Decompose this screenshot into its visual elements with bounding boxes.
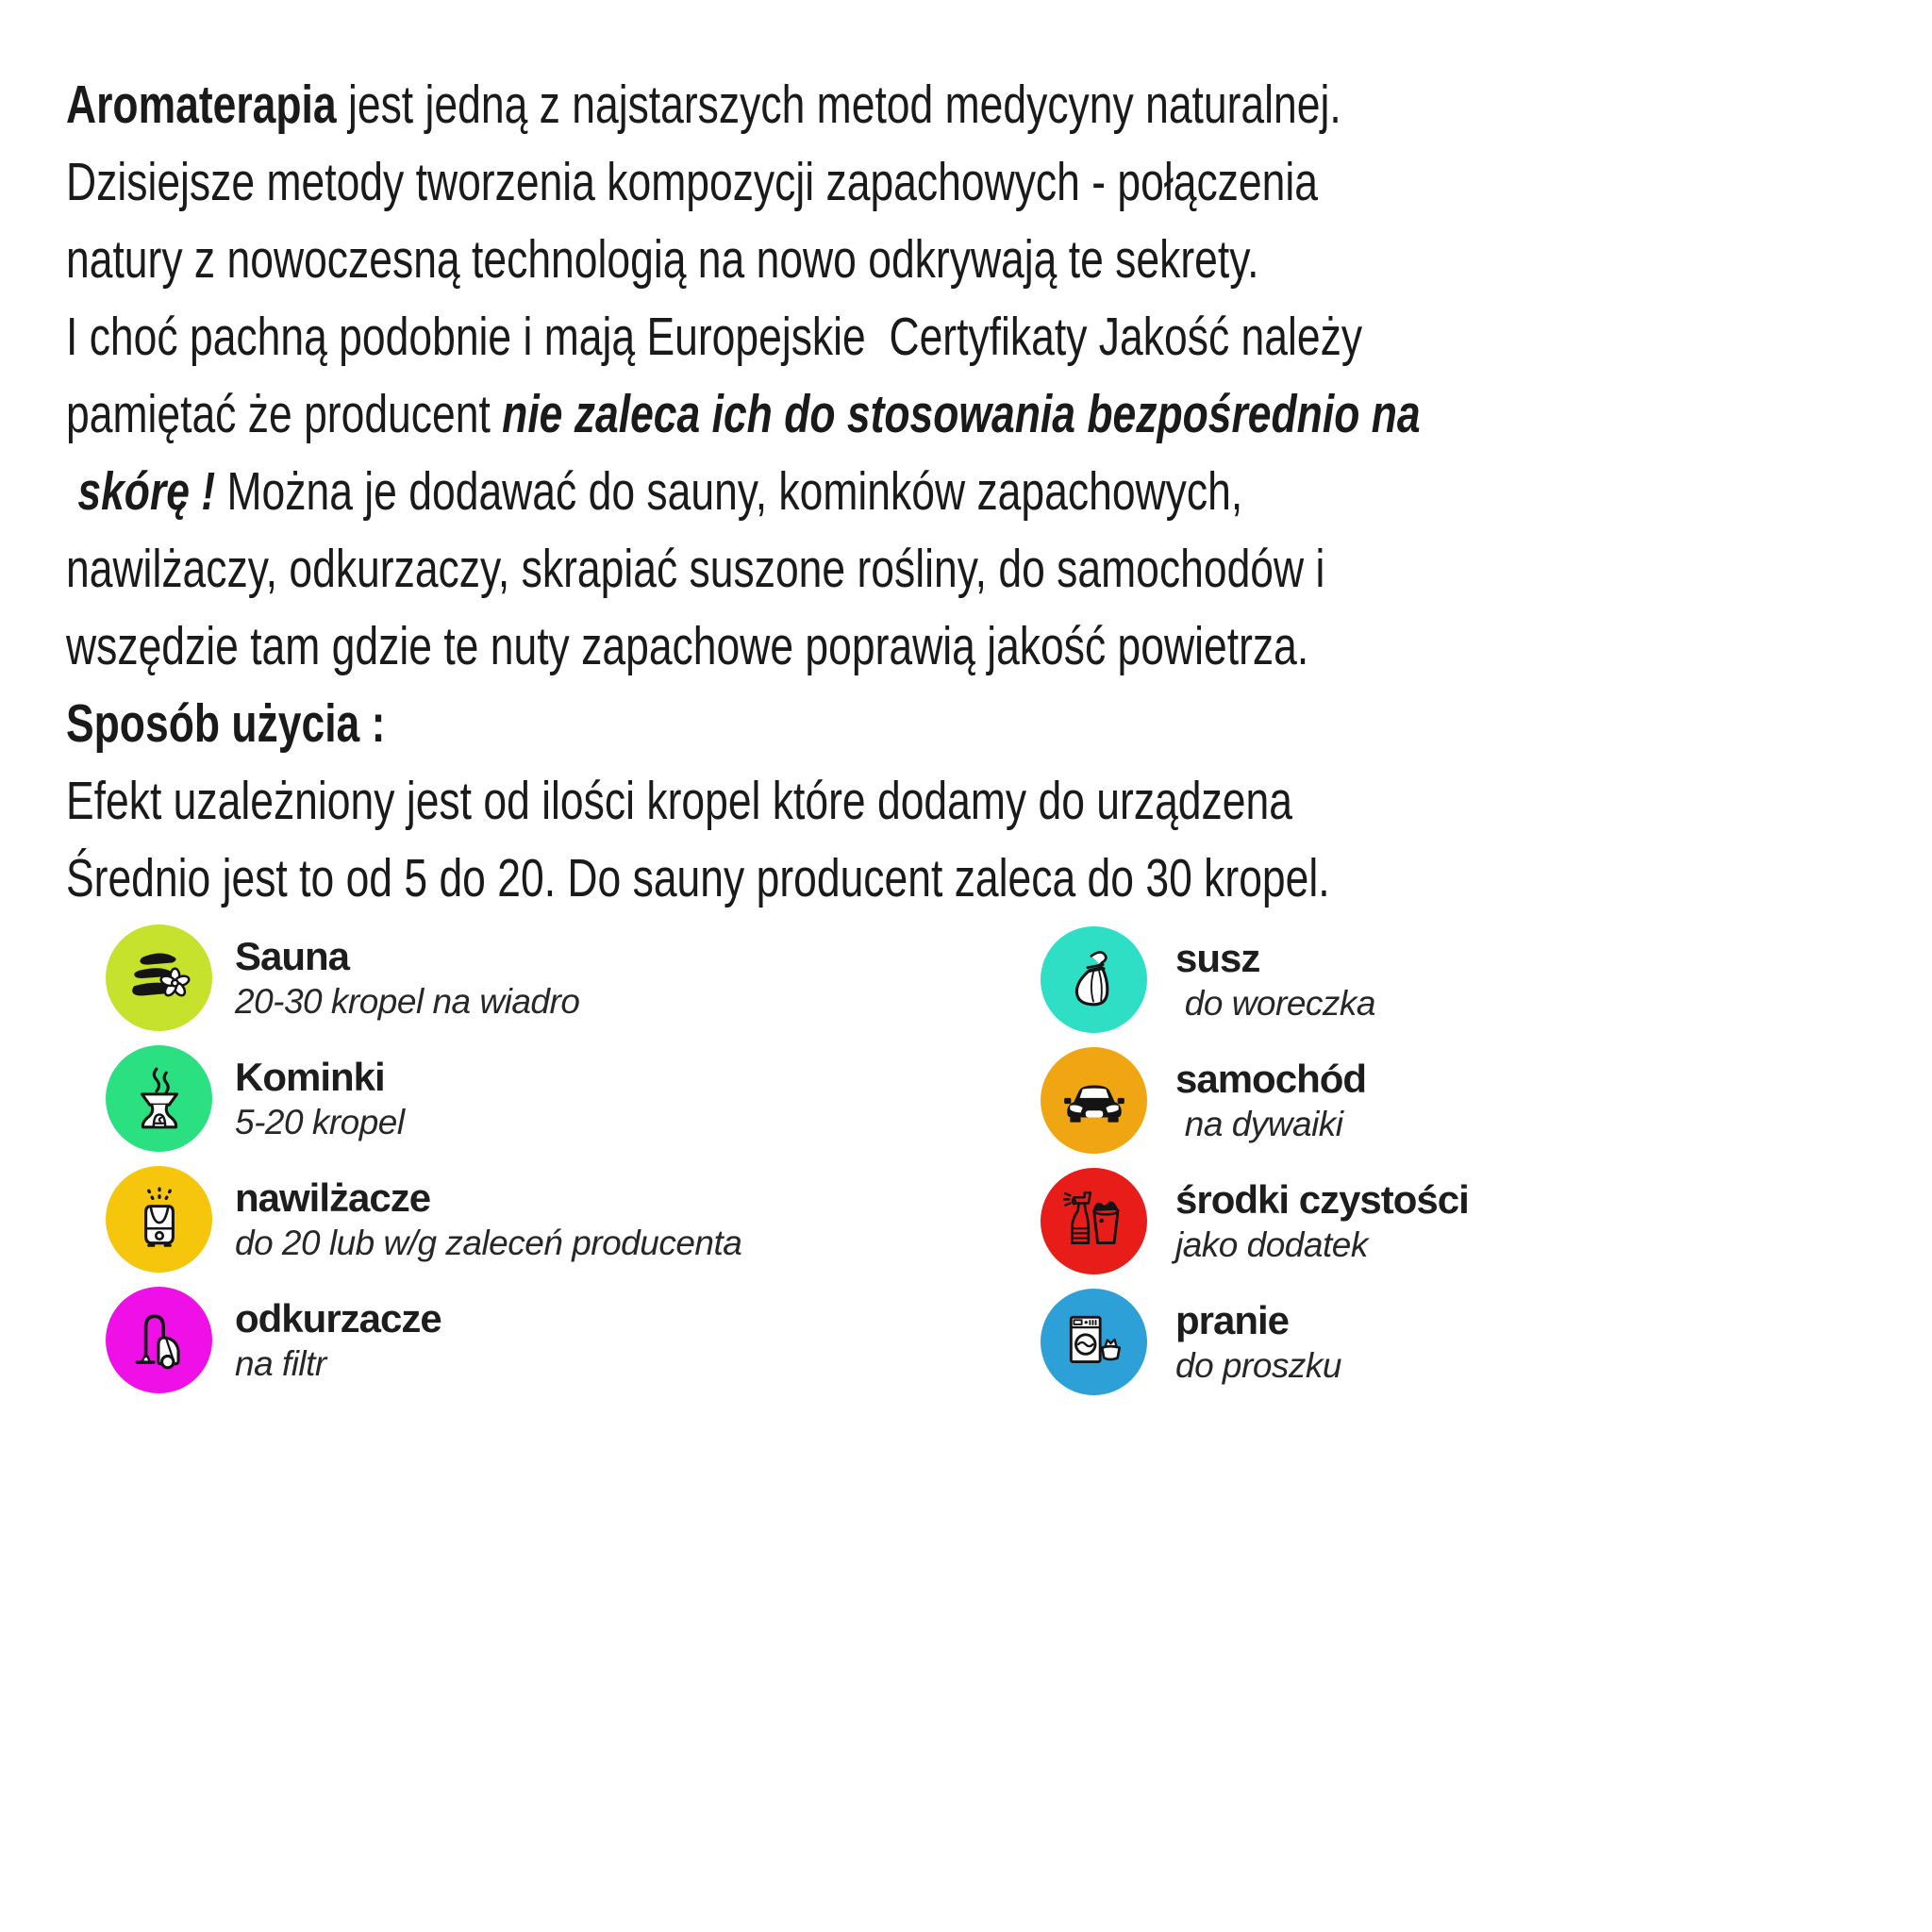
aroma-burner-icon bbox=[106, 1045, 212, 1152]
intro-line-4: I choć pachną podobnie i mają Europejskie Certyfikaty Jakość należy bbox=[66, 307, 1363, 367]
intro-line-5: pamiętać że producent nie zaleca ich do stosowania bezpośrednio na bbox=[66, 384, 1421, 444]
usage-item-subtitle: do 20 lub w/g zaleceń producenta bbox=[235, 1223, 742, 1262]
usage-item-subtitle: jako dodatek bbox=[1175, 1224, 1368, 1264]
usage-item-title: nawilżacze bbox=[235, 1174, 431, 1220]
usage-item-title: środki czystości bbox=[1175, 1176, 1469, 1222]
usage-item-subtitle: 20-30 kropel na wiadro bbox=[235, 981, 580, 1021]
usage-grid-right-column bbox=[1041, 926, 1469, 1395]
usage-item-subtitle: na dywaiki bbox=[1175, 1104, 1343, 1143]
usage-item-samochod bbox=[1041, 1047, 1469, 1154]
intro-line-11: Średnio jest to od 5 do 20. Do sauny producent zaleca do 30 kropel. bbox=[66, 848, 1330, 908]
intro-line-7: nawilżaczy, odkurzaczy, skrapiać suszone rośliny, do samochodów i bbox=[66, 539, 1325, 599]
intro-line-10: Efekt uzależniony jest od ilości kropel które dodamy do urządzena bbox=[66, 771, 1292, 831]
intro-line-2: Dzisiejsze metody tworzenia kompozycji zapachowych - połączenia bbox=[66, 152, 1318, 212]
usage-item-subtitle: 5-20 kropel bbox=[235, 1102, 405, 1141]
car-icon bbox=[1041, 1047, 1147, 1154]
usage-item-subtitle: na filtr bbox=[235, 1343, 326, 1383]
usage-item-title: pranie bbox=[1175, 1297, 1290, 1342]
usage-item-title: odkurzacze bbox=[235, 1295, 441, 1341]
sachet-icon bbox=[1041, 926, 1147, 1033]
usage-item-subtitle: do proszku bbox=[1175, 1345, 1341, 1385]
usage-item-subtitle: do woreczka bbox=[1175, 983, 1375, 1023]
usage-item-susz bbox=[1041, 926, 1469, 1033]
usage-item-sauna bbox=[106, 924, 741, 1031]
usage-item-title: susz bbox=[1175, 935, 1260, 980]
humidifier-icon bbox=[106, 1166, 212, 1273]
intro-line-3: natury z nowoczesną technologią na nowo odkrywają te sekrety. bbox=[66, 229, 1259, 290]
spray-and-bucket-icon bbox=[1041, 1168, 1147, 1274]
usage-item-title: samochód bbox=[1175, 1056, 1367, 1101]
usage-item-title: Sauna bbox=[235, 933, 350, 978]
spa-stones-icon bbox=[106, 924, 212, 1031]
usage-heading: Sposób użycia : bbox=[66, 693, 386, 754]
usage-item-pranie bbox=[1041, 1289, 1469, 1395]
intro-line-8: wszędzie tam gdzie te nuty zapachowe poprawią jakość powietrza. bbox=[66, 616, 1309, 676]
washing-machine-icon bbox=[1041, 1289, 1147, 1395]
usage-item-nawilzacze bbox=[106, 1166, 741, 1273]
intro-paragraph bbox=[66, 66, 1421, 917]
intro-line-1: Aromaterapia jest jedną z najstarszych metod medycyny naturalnej. bbox=[66, 75, 1341, 135]
usage-item-srodki-czystosci bbox=[1041, 1168, 1469, 1274]
usage-item-title: Kominki bbox=[235, 1054, 385, 1099]
intro-line-6: skórę ! Można je dodawać do sauny, kominków zapachowych, bbox=[66, 461, 1243, 522]
usage-item-kominki bbox=[106, 1045, 741, 1152]
vacuum-cleaner-icon bbox=[106, 1287, 212, 1393]
usage-grid-left-column bbox=[106, 924, 741, 1393]
usage-item-odkurzacze bbox=[106, 1287, 741, 1393]
